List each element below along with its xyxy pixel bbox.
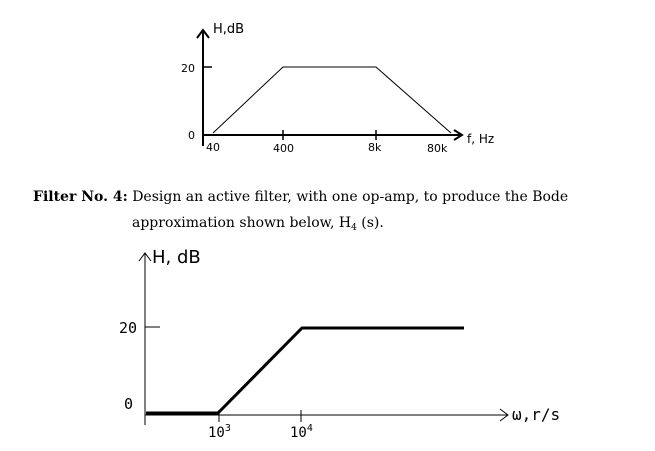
- top-xlabel: f, Hz: [467, 132, 495, 146]
- problem-text-line2-suffix: (s).: [361, 215, 384, 231]
- bottom-xlabel: ω,r/s: [512, 405, 561, 424]
- bottom-response-line: [146, 328, 464, 413]
- problem-text-line2-sub: 4: [351, 223, 357, 233]
- top-y-tick-label-20: 20: [181, 62, 195, 75]
- problem-text-line1: Design an active filter, with one op-amp, to produce the Bode: [132, 189, 569, 205]
- bottom-ylabel: H, dB: [152, 247, 201, 268]
- bottom-x-tick-label-1e4: $10^4$: [290, 423, 313, 441]
- top-x-tick-label-400: 400: [273, 142, 294, 155]
- bottom-y-tick-label-20: 20: [119, 319, 138, 337]
- top-x-tick-label-80k: 80k: [427, 142, 448, 155]
- problem-text-line2-prefix: approximation shown below, H: [132, 215, 352, 231]
- top-ylabel: H,dB: [213, 22, 245, 37]
- problem-label: Filter No. 4:: [33, 189, 128, 205]
- top-x-tick-label-40: 40: [206, 141, 220, 154]
- top-x-tick-label-8k: 8k: [368, 141, 382, 154]
- bottom-y-tick-label-0: 0: [124, 395, 134, 413]
- top-y-tick-label-0: 0: [188, 129, 195, 142]
- bottom-x-tick-label-1e3: $10^3$: [208, 423, 231, 441]
